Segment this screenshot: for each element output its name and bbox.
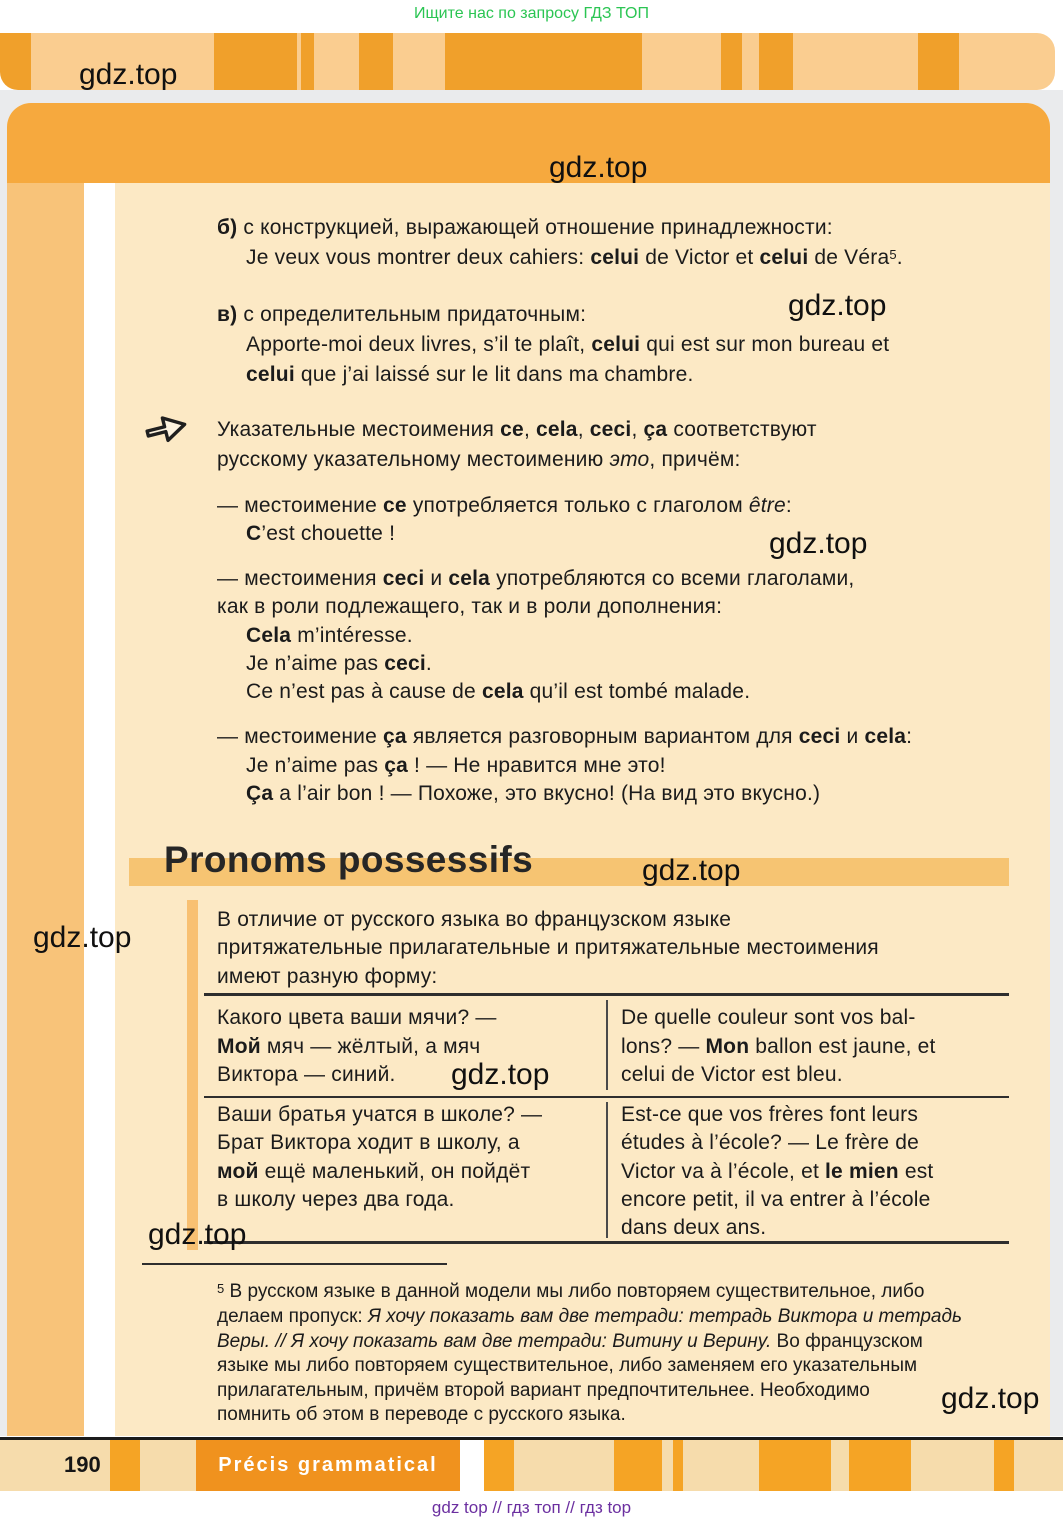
row2-fr-line1: Est-ce que vos frères font leurs — [621, 1103, 919, 1126]
watermark-7: gdz.top — [451, 1058, 550, 1091]
table-row-separator — [204, 1096, 1009, 1098]
watermark-2: gdz.top — [549, 151, 648, 184]
item-v-title: в) с определительным придаточным: — [217, 303, 587, 326]
row2-ru-line4: в школу через два года. — [217, 1188, 455, 1211]
row2-fr-line5: dans deux ans. — [621, 1216, 767, 1239]
possessifs-heading: Pronoms possessifs — [164, 839, 534, 880]
watermark-5: gdz.top — [642, 854, 741, 887]
footer-section-block — [196, 1440, 460, 1491]
item-v-example-line2: celui que j’ai laissé sur le lit dans ma chambre. — [246, 363, 694, 386]
row1-fr-line3: celui de Victor est bleu. — [621, 1063, 843, 1086]
watermark-8: gdz.top — [148, 1218, 247, 1251]
table-column-divider-row1 — [606, 1000, 608, 1090]
watermark-6: gdz.top — [33, 921, 132, 954]
dash3-example2: Ça a l’air bon ! — Похоже, это вкусно! (На вид это вкусно.) — [246, 782, 821, 805]
table-top-rule — [204, 993, 1009, 996]
footnote-line2: делаем пропуск: Я хочу показать вам две тетради: тетрадь Виктора и тетрадь — [217, 1306, 962, 1327]
dash3-line1: — местоимение ça является разговорным вариантом для ceci и cela: — [217, 725, 913, 748]
paragraph-accent-bar — [187, 900, 198, 1250]
watermark-9: gdz.top — [941, 1382, 1040, 1415]
footer-striped-bar — [0, 1440, 1063, 1491]
dash2-line1: — местоимения ceci и cela употребляются со всеми глаголами, — [217, 567, 855, 590]
page-number: 190 — [64, 1452, 101, 1477]
note-line2: русскому указательному местоимению это, причём: — [217, 448, 741, 471]
row2-ru-line3: мой ещё маленький, он пойдёт — [217, 1160, 531, 1183]
footnote-line4: языке мы либо повторяем существительное, либо заменяем его указательным — [217, 1355, 918, 1376]
row1-fr-line2: lons? — Mon ballon est jaune, et — [621, 1035, 936, 1058]
dash1-example: C’est chouette ! — [246, 522, 396, 545]
dash1-line1: — местоимение ce употребляется только с глаголом être: — [217, 494, 792, 517]
footnote-line6: помнить об этом в переводе с русского языка. — [217, 1404, 626, 1425]
dash3-example1: Je n’aime pas ça ! — Не нравится мне это! — [246, 754, 666, 777]
watermark-1: gdz.top — [79, 58, 178, 91]
footnote-line3: Веры. // Я хочу показать вам две тетради: Витину и Верину. Во французском — [217, 1331, 923, 1352]
intro-line1: В отличие от русского языка во французском языке — [217, 908, 732, 931]
row2-ru-line1: Ваши братья учатся в школе? — — [217, 1103, 543, 1126]
footer-white-gap — [460, 1440, 484, 1491]
row2-fr-line4: encore petit, il va entrer à l’école — [621, 1188, 931, 1211]
dash2-example2: Je n’aime pas ceci. — [246, 652, 432, 675]
note-line1: Указательные местоимения ce, cela, ceci, ça соответствуют — [217, 418, 817, 441]
page-header-band — [7, 103, 1050, 183]
row1-fr-line1: De quelle couleur sont vos bal- — [621, 1006, 916, 1029]
row1-ru-line3: Виктора — синий. — [217, 1063, 396, 1086]
row2-fr-line2: études à l’école? — Le frère de — [621, 1131, 920, 1154]
footer-section-label: Précis grammatical — [218, 1454, 438, 1476]
item-v-example-line1: Apporte-moi deux livres, s’il te plaît, celui qui est sur mon bureau et — [246, 333, 890, 356]
row2-ru-line2: Брат Виктора ходит в школу, а — [217, 1131, 520, 1154]
table-column-divider-row2 — [606, 1102, 608, 1238]
footnote-line5: прилагательным, причём второй вариант предпочтительнее. Необходимо — [217, 1380, 870, 1401]
row1-ru-line1: Какого цвета ваши мячи? — — [217, 1006, 497, 1029]
table-bottom-rule — [204, 1241, 1009, 1244]
dash2-example1: Cela m’intéresse. — [246, 624, 413, 647]
watermark-4: gdz.top — [769, 527, 868, 560]
left-white-gutter — [84, 183, 115, 1436]
intro-line3: имеют разную форму: — [217, 965, 438, 988]
arrow-right-icon — [143, 407, 193, 454]
row2-fr-line3: Victor va à l’école, et le mien est — [621, 1160, 934, 1183]
bottom-promo-text: gdz top // гдз топ // гдз top — [431, 1498, 632, 1517]
top-promo-text: Ищите нас по запросу ГДЗ ТОП — [414, 5, 649, 22]
item-b-title: б) с конструкцией, выражающей отношение принадлежности: — [217, 216, 833, 239]
intro-line2: притяжательные прилагательные и притяжательные местоимения — [217, 936, 879, 959]
footnote-separator — [142, 1263, 447, 1265]
item-b-example: Je veux vous montrer deux cahiers: celui de Victor et celui de Véra$^5$. — [246, 246, 903, 269]
left-margin-strip — [7, 183, 84, 1436]
footnote-line1: $^5$ В русском языке в данной модели мы либо повторяем существительное, либо — [217, 1281, 925, 1302]
watermark-3: gdz.top — [788, 289, 887, 322]
row1-ru-line2: Мой мяч — жёлтый, а мяч — [217, 1035, 481, 1058]
dash2-example3: Ce n’est pas à cause de cela qu’il est tombé malade. — [246, 680, 751, 703]
dash2-line2: как в роли подлежащего, так и в роли дополнения: — [217, 595, 723, 618]
